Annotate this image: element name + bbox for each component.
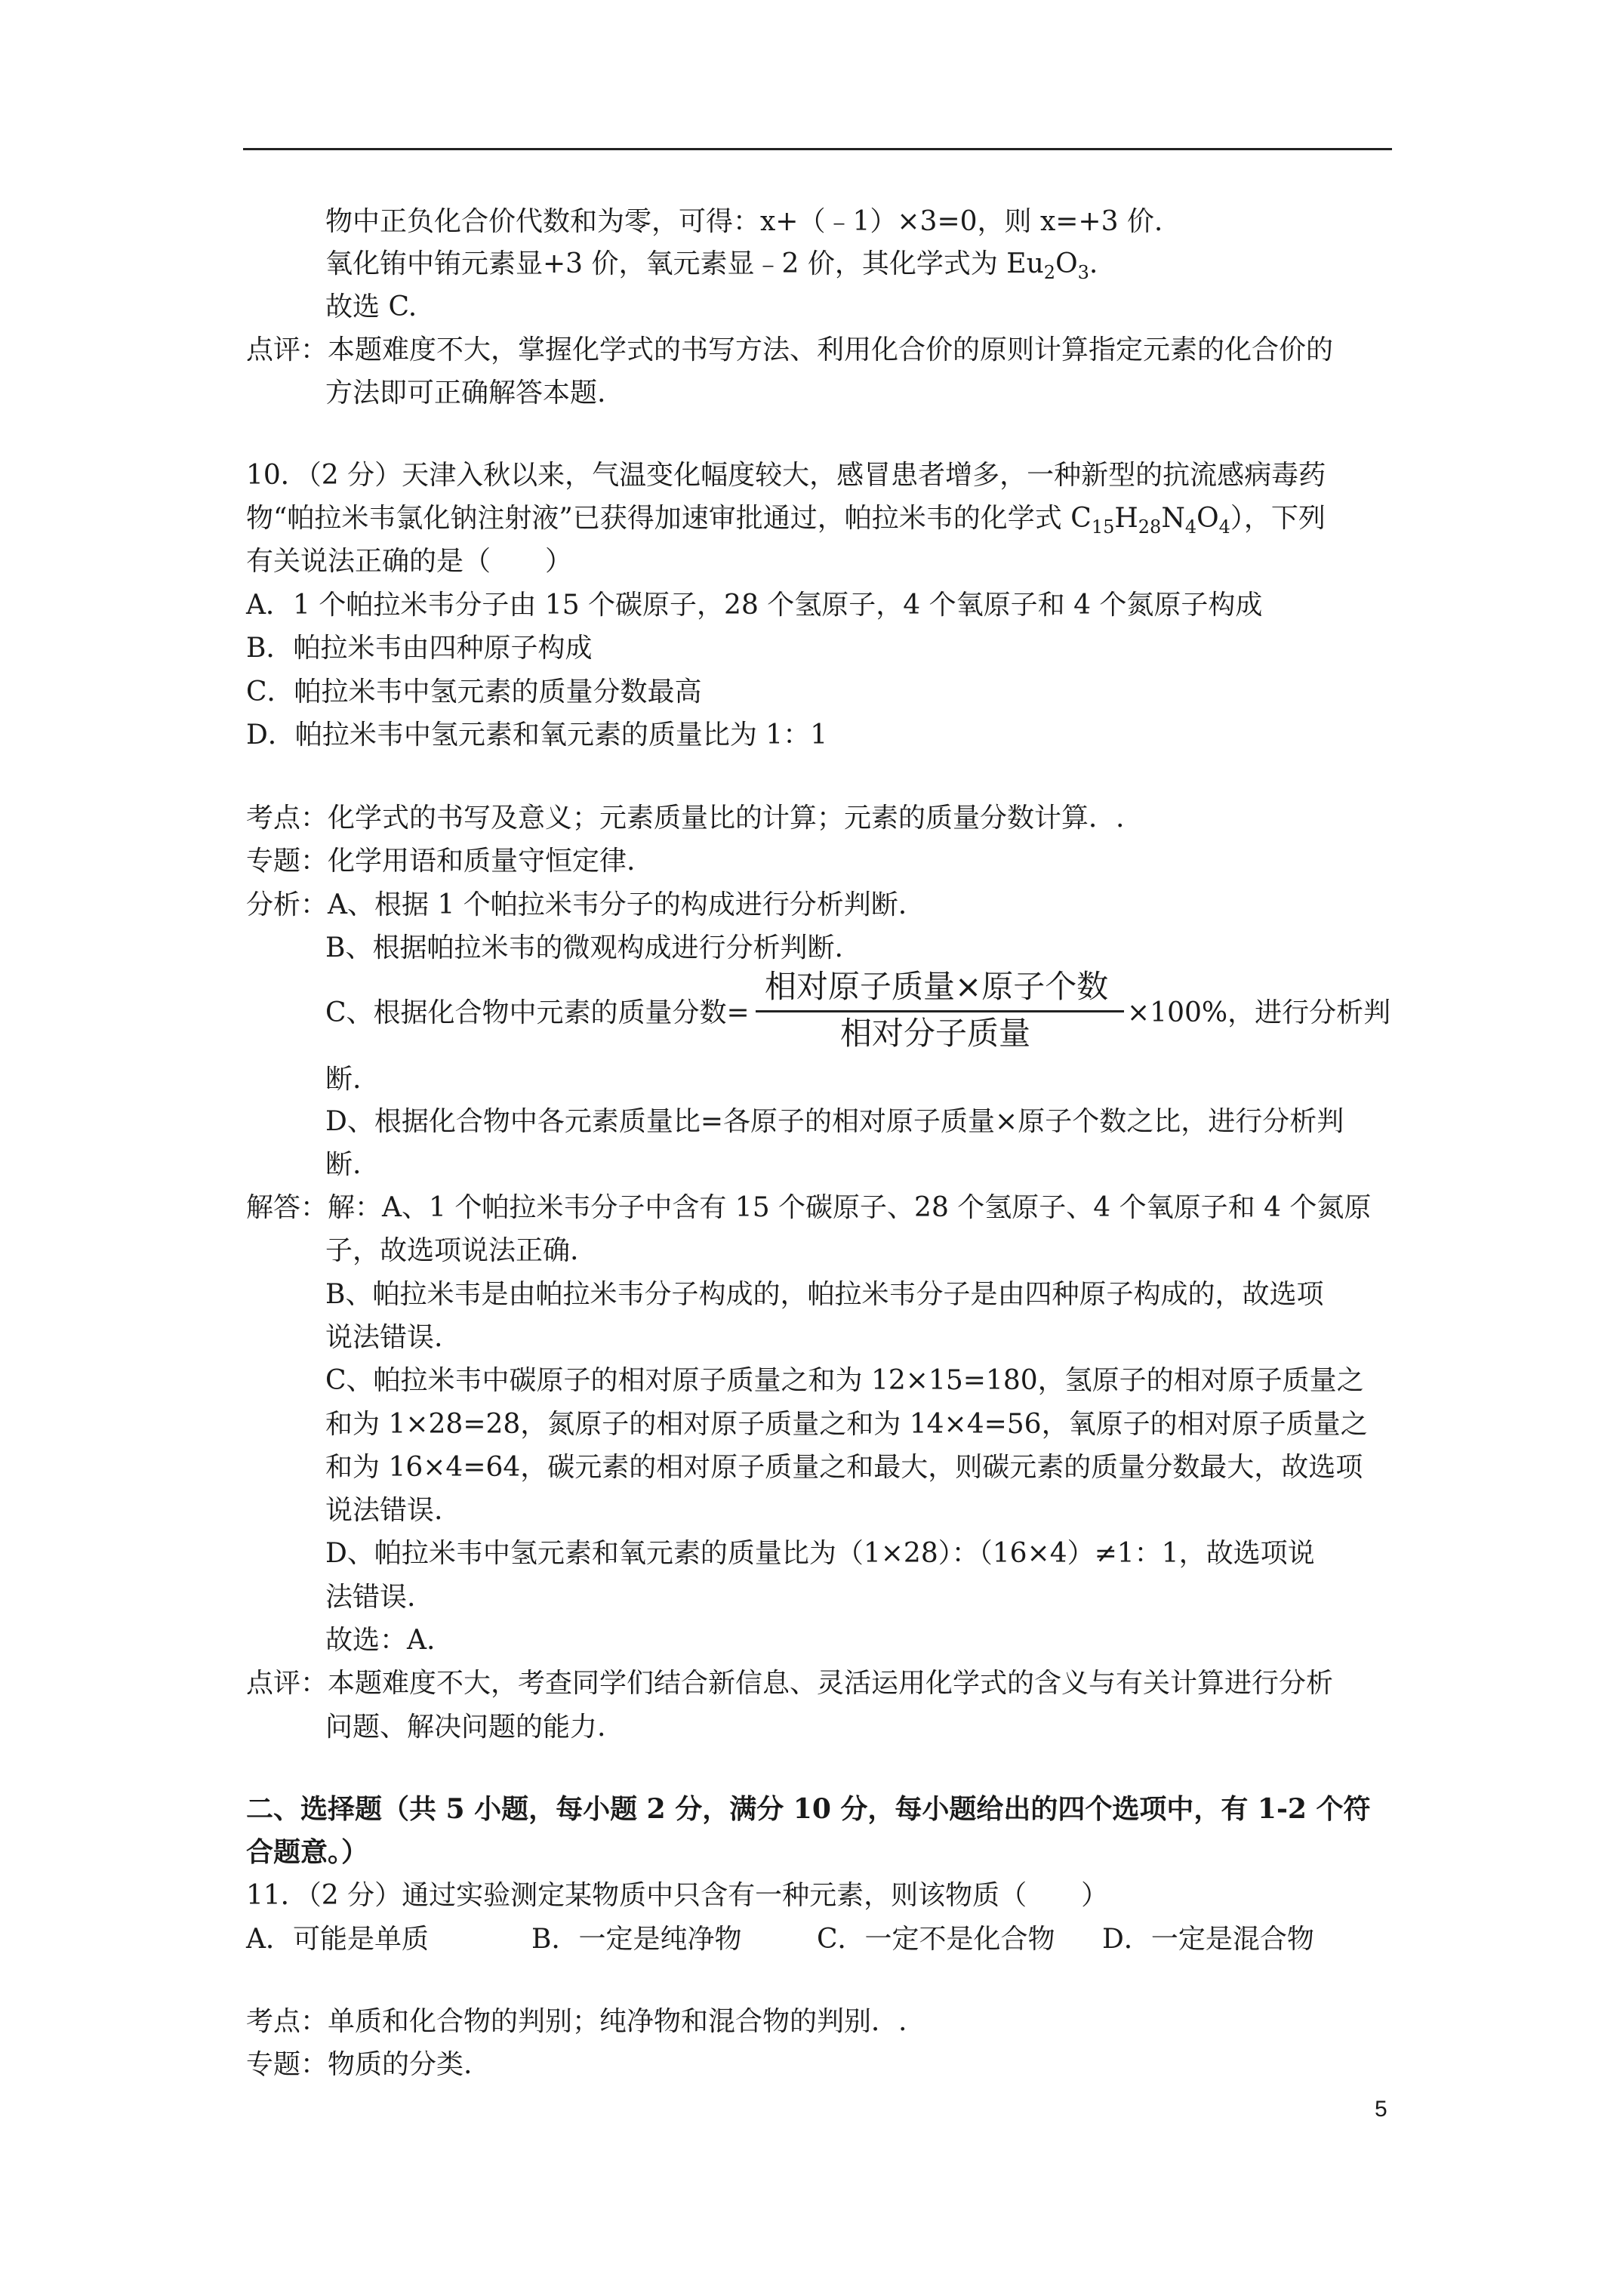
solution-line: 解答：解：A、1 个帕拉米韦分子中含有 15 个碳原子、28 个氢原子、4 个氧原子和 4 个氮原 <box>246 1192 1372 1223</box>
mass-fraction-formula <box>756 968 1124 1062</box>
option-b: B．一定是纯净物 <box>531 1924 742 1955</box>
text-line: 故选 C. <box>325 291 417 322</box>
analysis-line: B、根据帕拉米韦的微观构成进行分析判断. <box>325 932 843 963</box>
header-rule <box>243 148 1392 150</box>
question-stem: 10．（2 分）天津入秋以来，气温变化幅度较大，感冒患者增多，一种新型的抗流感病毒药 <box>246 460 1326 491</box>
page-number: 5 <box>1375 2097 1387 2122</box>
analysis-line: 分析：A、根据 1 个帕拉米韦分子的构成进行分析判断. <box>246 889 907 920</box>
solution-line: B、帕拉米韦是由帕拉米韦分子构成的，帕拉米韦分子是由四种原子构成的，故选项 <box>325 1279 1324 1310</box>
analysis-line: 断. <box>325 1064 362 1095</box>
question-stem: 有关说法正确的是（ ） <box>246 546 573 577</box>
option-c: C．帕拉米韦中氢元素的质量分数最高 <box>246 676 702 707</box>
fraction-denominator: 相对分子质量 <box>840 1015 1031 1052</box>
zhuanti: 专题：化学用语和质量守恒定律. <box>246 846 636 877</box>
section-heading: 合题意。） <box>246 1836 369 1868</box>
option-a: A．1 个帕拉米韦分子由 15 个碳原子，28 个氢原子，4 个氧原子和 4 个氮原子构成 <box>246 590 1263 621</box>
solution-line: 故选：A. <box>325 1625 436 1656</box>
solution-line: 子，故选项说法正确. <box>325 1235 579 1266</box>
analysis-line: ×100%，进行分析判 <box>1127 997 1391 1028</box>
analysis-line: 断. <box>325 1149 362 1180</box>
solution-line: 说法错误. <box>325 1495 443 1526</box>
solution-line: C、帕拉米韦中碳原子的相对原子质量之和为 12×15=180，氢原子的相对原子质量之 <box>325 1365 1364 1396</box>
comment-line: 方法即可正确解答本题. <box>325 378 606 408</box>
question-stem: 物“帕拉米韦氯化钠注射液”已获得加速审批通过，帕拉米韦的化学式 $C_{15}H_{28}N_4O_4$），下列 <box>246 503 1326 538</box>
solution-line: 和为 1×28=28，氮原子的相对原子质量之和为 14×4=56，氧原子的相对原子质量之 <box>325 1409 1368 1440</box>
comment-line: 点评：本题难度不大，考查同学们结合新信息、灵活运用化学式的含义与有关计算进行分析 <box>246 1668 1334 1699</box>
solution-line: D、帕拉米韦中氢元素和氧元素的质量比为（1×28）：（16×4）≠1：1，故选项说 <box>325 1538 1315 1569</box>
text-line: 氧化铕中铕元素显+3 价，氧元素显﹣2 价，其化学式为 $Eu_2O_3$. <box>325 248 1098 283</box>
analysis-line: C、根据化合物中元素的质量分数= <box>325 997 750 1028</box>
text-line: 物中正负化合价代数和为零，可得：x+（﹣1）×3=0，则 x=+3 价. <box>325 206 1163 237</box>
question-stem: 11．（2 分）通过实验测定某物质中只含有一种元素，则该物质（ ） <box>246 1880 1109 1911</box>
solution-line: 说法错误. <box>325 1322 443 1353</box>
analysis-line: D、根据化合物中各元素质量比=各原子的相对原子质量×原子个数之比，进行分析判 <box>325 1106 1344 1137</box>
option-d: D．帕拉米韦中氢元素和氧元素的质量比为 1：1 <box>246 720 828 750</box>
solution-line: 法错误. <box>325 1582 416 1613</box>
solution-line: 和为 16×4=64，碳元素的相对原子质量之和最大，则碳元素的质量分数最大，故选项 <box>325 1452 1363 1483</box>
section-heading: 二、选择题（共 5 小题，每小题 2 分，满分 10 分，每小题给出的四个选项中，有 1-2 个符 <box>246 1793 1371 1825</box>
zhuanti: 专题：物质的分类. <box>246 2049 473 2080</box>
option-c: C．一定不是化合物 <box>817 1924 1055 1955</box>
option-d: D．一定是混合物 <box>1102 1924 1314 1955</box>
option-a: A．可能是单质 <box>246 1924 429 1955</box>
fraction-bar <box>756 1010 1124 1012</box>
comment-line: 点评：本题难度不大，掌握化学式的书写方法、利用化合价的原则计算指定元素的化合价的 <box>246 334 1334 365</box>
comment-line: 问题、解决问题的能力. <box>325 1712 606 1743</box>
kaodian: 考点：单质和化合物的判别；纯净物和混合物的判别．. <box>246 2006 907 2037</box>
option-b: B．帕拉米韦由四种原子构成 <box>246 633 593 664</box>
fraction-numerator: 相对原子质量×原子个数 <box>765 968 1109 1005</box>
kaodian: 考点：化学式的书写及意义；元素质量比的计算；元素的质量分数计算．. <box>246 803 1125 834</box>
